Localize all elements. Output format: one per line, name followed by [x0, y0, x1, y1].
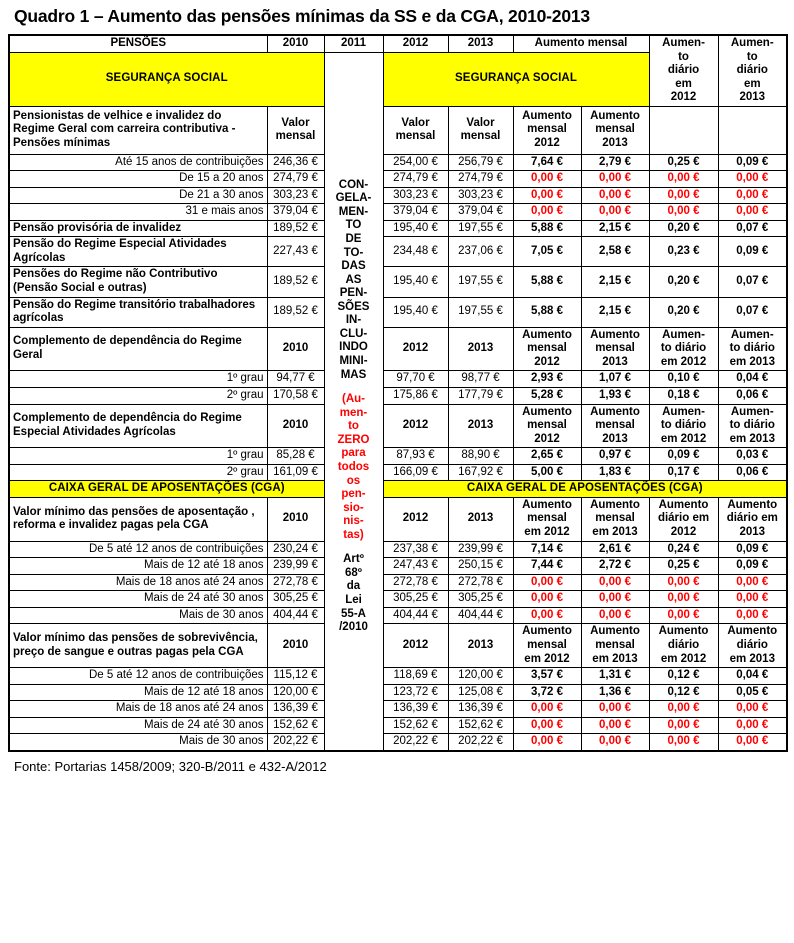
cell-aumento-mensal-2013: 2,58 € [581, 237, 649, 267]
group-sub-am2013-cga-aposentacao: Aumento mensal em 2013 [581, 497, 649, 541]
cell-2013: 305,25 € [448, 591, 513, 608]
cell-2013: 379,04 € [448, 204, 513, 221]
group-header-row [9, 106, 787, 154]
cell-aumento-mensal-2013: 1,36 € [581, 684, 649, 701]
header-aumento-diario-2013: Aumen- to diário em 2013 [718, 35, 787, 106]
group-label-cga-aposentacao: Valor mínimo das pensões de aposentação , reforma e invalidez pagas pela CGA [9, 497, 267, 541]
table-body [9, 35, 787, 751]
cell-2012: 247,43 € [383, 558, 448, 575]
header-2011: 2011 [324, 35, 383, 52]
group-sub-ad2012-cga-sobrevivencia: Aumento diário em 2012 [649, 624, 718, 668]
cell-2012: 303,23 € [383, 187, 448, 204]
band-cga-right: CAIXA GERAL DE APOSENTAÇÕES (CGA) [383, 481, 787, 498]
cell-aumento-mensal-2013: 0,00 € [581, 607, 649, 624]
row-label: Pensões do Regime não Contributivo (Pensão Social e outras) [9, 267, 267, 297]
cell-aumento-diario-2013: 0,07 € [718, 297, 787, 327]
data-row [9, 187, 787, 204]
data-row [9, 668, 787, 685]
cell-aumento-mensal-2012: 0,00 € [513, 591, 581, 608]
group-header-row [9, 404, 787, 448]
row-label: Mais de 12 até 18 anos [9, 684, 267, 701]
cell-aumento-diario-2013: 0,00 € [718, 171, 787, 188]
cell-aumento-mensal-2012: 0,00 € [513, 574, 581, 591]
cell-2010: 379,04 € [267, 204, 324, 221]
group-sub-2010-cga-aposentacao: 2010 [267, 497, 324, 541]
cell-aumento-diario-2013: 0,00 € [718, 187, 787, 204]
header-2012: 2012 [383, 35, 448, 52]
cell-aumento-diario-2012: 0,20 € [649, 220, 718, 237]
cell-aumento-mensal-2012: 0,00 € [513, 204, 581, 221]
cell-2010: 227,43 € [267, 237, 324, 267]
data-row [9, 734, 787, 751]
group-header-row [9, 497, 787, 541]
cell-aumento-mensal-2013: 2,61 € [581, 541, 649, 558]
row-label: Pensão do Regime transitório trabalhadores agrícolas [9, 297, 267, 327]
header-aumento-diario-2012: Aumen- to diário em 2012 [649, 35, 718, 106]
band-seguranca-social-left: SEGURANÇA SOCIAL [9, 52, 324, 106]
cell-aumento-mensal-2012: 0,00 € [513, 701, 581, 718]
row-label: De 21 a 30 anos [9, 187, 267, 204]
cell-aumento-diario-2012: 0,25 € [649, 558, 718, 575]
header-2013: 2013 [448, 35, 513, 52]
data-row [9, 371, 787, 388]
group-sub-2010-cga-sobrevivencia: 2010 [267, 624, 324, 668]
cell-2013: 239,99 € [448, 541, 513, 558]
cell-aumento-diario-2012: 0,24 € [649, 541, 718, 558]
cell-aumento-mensal-2012: 0,00 € [513, 187, 581, 204]
data-row [9, 204, 787, 221]
cell-aumento-diario-2012: 0,00 € [649, 591, 718, 608]
row-label: De 15 a 20 anos [9, 171, 267, 188]
group-sub-2012-complemento-regime-especial: 2012 [383, 404, 448, 448]
cell-2010: 94,77 € [267, 371, 324, 388]
cell-2013: 303,23 € [448, 187, 513, 204]
data-row [9, 464, 787, 481]
cell-2013: 88,90 € [448, 448, 513, 465]
cell-aumento-mensal-2012: 0,00 € [513, 171, 581, 188]
data-row [9, 574, 787, 591]
cell-aumento-diario-2012: 0,12 € [649, 684, 718, 701]
cell-aumento-mensal-2012: 3,72 € [513, 684, 581, 701]
cell-aumento-diario-2012: 0,00 € [649, 701, 718, 718]
cell-aumento-diario-2013: 0,00 € [718, 701, 787, 718]
cell-2013: 274,79 € [448, 171, 513, 188]
cell-2012: 195,40 € [383, 267, 448, 297]
row-label: De 5 até 12 anos de contribuições [9, 541, 267, 558]
cell-2012: 166,09 € [383, 464, 448, 481]
cell-aumento-mensal-2012: 0,00 € [513, 607, 581, 624]
cell-aumento-diario-2013: 0,09 € [718, 541, 787, 558]
group-sub-am2012-complemento-regime-especial: Aumento mensal 2012 [513, 404, 581, 448]
group-sub-ad2012-complemento-regime-especial: Aumen- to diário em 2012 [649, 404, 718, 448]
cell-aumento-mensal-2013: 2,15 € [581, 297, 649, 327]
cell-aumento-mensal-2012: 5,00 € [513, 464, 581, 481]
col-2011-congelamento: CON- GELA- MEN- TO DE TO- DAS AS PEN- SÕES IN- CLU- INDO MINI- MAS (Au- men- to ZERO para todos os pen- sio- nis- tas) Artº 68º da Lei 55-A /2010 [324, 52, 383, 751]
group-sub-ad2013-complemento-regime-geral: Aumen- to diário em 2013 [718, 327, 787, 371]
group-sub-2012-complemento-regime-geral: 2012 [383, 327, 448, 371]
row-label: Mais de 18 anos até 24 anos [9, 574, 267, 591]
cell-aumento-diario-2013: 0,03 € [718, 448, 787, 465]
cell-2012: 202,22 € [383, 734, 448, 751]
cell-aumento-diario-2012: 0,00 € [649, 734, 718, 751]
group-sub-2013-cga-aposentacao: 2013 [448, 497, 513, 541]
group-sub-2012-cga-sobrevivencia: 2012 [383, 624, 448, 668]
cell-aumento-diario-2013: 0,05 € [718, 684, 787, 701]
cell-2010: 274,79 € [267, 171, 324, 188]
cell-aumento-diario-2012: 0,12 € [649, 668, 718, 685]
group-label-cga-sobrevivencia: Valor mínimo das pensões de sobrevivência, preço de sangue e outras pagas pela CGA [9, 624, 267, 668]
cell-aumento-diario-2012: 0,00 € [649, 187, 718, 204]
data-row [9, 717, 787, 734]
data-row [9, 541, 787, 558]
cell-aumento-mensal-2013: 1,93 € [581, 387, 649, 404]
data-row [9, 448, 787, 465]
cell-2012: 123,72 € [383, 684, 448, 701]
row-label: Mais de 12 até 18 anos [9, 558, 267, 575]
cell-aumento-diario-2012: 0,09 € [649, 448, 718, 465]
cell-aumento-diario-2013: 0,09 € [718, 154, 787, 171]
cell-aumento-mensal-2013: 0,00 € [581, 574, 649, 591]
page-title: Quadro 1 – Aumento das pensões mínimas da SS e da CGA, 2010-2013 [14, 6, 590, 26]
row-label: Pensão do Regime Especial Atividades Agrícolas [9, 237, 267, 267]
row-label: Até 15 anos de contribuições [9, 154, 267, 171]
cell-aumento-mensal-2012: 7,05 € [513, 237, 581, 267]
cell-2010: 85,28 € [267, 448, 324, 465]
cell-aumento-mensal-2013: 1,31 € [581, 668, 649, 685]
cell-aumento-mensal-2013: 1,07 € [581, 371, 649, 388]
data-row [9, 297, 787, 327]
group-sub-am2013-complemento-regime-geral: Aumento mensal 2013 [581, 327, 649, 371]
cell-aumento-mensal-2012: 5,88 € [513, 297, 581, 327]
cell-aumento-mensal-2013: 2,79 € [581, 154, 649, 171]
cell-2010: 152,62 € [267, 717, 324, 734]
cell-aumento-diario-2013: 0,07 € [718, 267, 787, 297]
cell-aumento-mensal-2013: 0,00 € [581, 717, 649, 734]
row-label: Mais de 24 até 30 anos [9, 591, 267, 608]
cell-aumento-mensal-2012: 3,57 € [513, 668, 581, 685]
group-sub-ad2012-cga-aposentacao: Aumento diário em 2012 [649, 497, 718, 541]
data-row [9, 171, 787, 188]
group-sub-ad2012-pensionistas-velhice [649, 106, 718, 154]
cell-2013: 404,44 € [448, 607, 513, 624]
cell-aumento-mensal-2013: 2,72 € [581, 558, 649, 575]
group-sub-ad2013-complemento-regime-especial: Aumen- to diário em 2013 [718, 404, 787, 448]
cell-2012: 97,70 € [383, 371, 448, 388]
group-sub-ad2012-complemento-regime-geral: Aumen- to diário em 2012 [649, 327, 718, 371]
cell-aumento-mensal-2012: 2,65 € [513, 448, 581, 465]
cell-2010: 202,22 € [267, 734, 324, 751]
row-label: De 5 até 12 anos de contribuições [9, 668, 267, 685]
group-sub-2013-complemento-regime-geral: 2013 [448, 327, 513, 371]
band-cga-left: CAIXA GERAL DE APOSENTAÇÕES (CGA) [9, 481, 324, 498]
cell-aumento-diario-2012: 0,00 € [649, 171, 718, 188]
cell-aumento-mensal-2012: 5,88 € [513, 220, 581, 237]
band-seguranca-social-right: SEGURANÇA SOCIAL [383, 52, 649, 106]
group-sub-ad2013-cga-sobrevivencia: Aumento diário em 2013 [718, 624, 787, 668]
cell-2012: 272,78 € [383, 574, 448, 591]
row-label: 2º grau [9, 464, 267, 481]
header-aumento-mensal: Aumento mensal [513, 35, 649, 52]
row-label: Mais de 30 anos [9, 734, 267, 751]
group-sub-am2012-pensionistas-velhice: Aumento mensal 2012 [513, 106, 581, 154]
cell-aumento-mensal-2013: 2,15 € [581, 220, 649, 237]
cell-aumento-mensal-2013: 0,00 € [581, 171, 649, 188]
cell-2010: 303,23 € [267, 187, 324, 204]
cell-2012: 274,79 € [383, 171, 448, 188]
cell-aumento-diario-2013: 0,04 € [718, 668, 787, 685]
cell-2010: 305,25 € [267, 591, 324, 608]
cell-2013: 197,55 € [448, 297, 513, 327]
cell-2013: 136,39 € [448, 701, 513, 718]
cell-2012: 136,39 € [383, 701, 448, 718]
cell-aumento-diario-2013: 0,00 € [718, 591, 787, 608]
cell-2012: 237,38 € [383, 541, 448, 558]
cell-2010: 170,58 € [267, 387, 324, 404]
cell-2010: 239,99 € [267, 558, 324, 575]
cell-aumento-mensal-2013: 0,00 € [581, 187, 649, 204]
group-sub-2010-pensionistas-velhice: Valor mensal [267, 106, 324, 154]
row-label: Mais de 30 anos [9, 607, 267, 624]
group-sub-ad2013-cga-aposentacao: Aumento diário em 2013 [718, 497, 787, 541]
group-sub-am2012-cga-aposentacao: Aumento mensal em 2012 [513, 497, 581, 541]
row-label: 1º grau [9, 448, 267, 465]
cell-2012: 152,62 € [383, 717, 448, 734]
row-label: Pensão provisória de invalidez [9, 220, 267, 237]
cell-aumento-diario-2012: 0,25 € [649, 154, 718, 171]
cell-2013: 98,77 € [448, 371, 513, 388]
data-row [9, 237, 787, 267]
cell-aumento-mensal-2012: 7,14 € [513, 541, 581, 558]
cell-2010: 189,52 € [267, 267, 324, 297]
data-row [9, 607, 787, 624]
cell-aumento-mensal-2012: 5,28 € [513, 387, 581, 404]
group-header-row [9, 624, 787, 668]
cell-aumento-diario-2013: 0,00 € [718, 574, 787, 591]
row-label: Mais de 24 até 30 anos [9, 717, 267, 734]
cell-aumento-diario-2013: 0,06 € [718, 387, 787, 404]
cell-aumento-mensal-2013: 1,83 € [581, 464, 649, 481]
cell-2010: 161,09 € [267, 464, 324, 481]
cell-2013: 152,62 € [448, 717, 513, 734]
cell-2012: 195,40 € [383, 220, 448, 237]
cell-aumento-diario-2012: 0,00 € [649, 607, 718, 624]
cell-aumento-mensal-2012: 0,00 € [513, 717, 581, 734]
group-sub-2013-complemento-regime-especial: 2013 [448, 404, 513, 448]
cell-aumento-diario-2013: 0,09 € [718, 558, 787, 575]
cell-aumento-mensal-2013: 0,97 € [581, 448, 649, 465]
cell-2013: 256,79 € [448, 154, 513, 171]
group-header-row [9, 327, 787, 371]
cell-2013: 202,22 € [448, 734, 513, 751]
cell-aumento-diario-2013: 0,00 € [718, 717, 787, 734]
cell-aumento-diario-2013: 0,04 € [718, 371, 787, 388]
data-row [9, 558, 787, 575]
cell-2010: 189,52 € [267, 220, 324, 237]
header-2010: 2010 [267, 35, 324, 52]
cell-aumento-diario-2012: 0,23 € [649, 237, 718, 267]
cell-aumento-diario-2012: 0,17 € [649, 464, 718, 481]
group-sub-am2012-cga-sobrevivencia: Aumento mensal em 2012 [513, 624, 581, 668]
group-sub-2012-cga-aposentacao: 2012 [383, 497, 448, 541]
cell-2013: 197,55 € [448, 220, 513, 237]
cell-aumento-mensal-2013: 2,15 € [581, 267, 649, 297]
group-sub-2010-complemento-regime-especial: 2010 [267, 404, 324, 448]
cell-2010: 115,12 € [267, 668, 324, 685]
group-sub-ad2013-pensionistas-velhice [718, 106, 787, 154]
cell-aumento-mensal-2012: 2,93 € [513, 371, 581, 388]
cell-aumento-mensal-2012: 7,64 € [513, 154, 581, 171]
cell-aumento-diario-2013: 0,09 € [718, 237, 787, 267]
row-label: Mais de 18 anos até 24 anos [9, 701, 267, 718]
cell-aumento-diario-2012: 0,00 € [649, 574, 718, 591]
cell-2013: 237,06 € [448, 237, 513, 267]
cell-2010: 404,44 € [267, 607, 324, 624]
cell-aumento-diario-2013: 0,00 € [718, 204, 787, 221]
group-label-complemento-regime-especial: Complemento de dependência do Regime Especial Atividades Agrícolas [9, 404, 267, 448]
group-sub-am2013-complemento-regime-especial: Aumento mensal 2013 [581, 404, 649, 448]
cell-aumento-mensal-2012: 7,44 € [513, 558, 581, 575]
cell-2013: 272,78 € [448, 574, 513, 591]
cell-aumento-diario-2013: 0,07 € [718, 220, 787, 237]
cell-aumento-mensal-2012: 5,88 € [513, 267, 581, 297]
cell-aumento-diario-2012: 0,20 € [649, 267, 718, 297]
cell-aumento-diario-2012: 0,10 € [649, 371, 718, 388]
group-sub-2010-complemento-regime-geral: 2010 [267, 327, 324, 371]
data-row [9, 591, 787, 608]
data-row [9, 684, 787, 701]
cell-2012: 195,40 € [383, 297, 448, 327]
cell-2012: 234,48 € [383, 237, 448, 267]
cell-aumento-diario-2012: 0,00 € [649, 717, 718, 734]
cell-aumento-diario-2012: 0,00 € [649, 204, 718, 221]
cell-2013: 177,79 € [448, 387, 513, 404]
group-sub-am2013-cga-sobrevivencia: Aumento mensal em 2013 [581, 624, 649, 668]
row-label: 2º grau [9, 387, 267, 404]
cell-aumento-diario-2012: 0,18 € [649, 387, 718, 404]
group-sub-2013-cga-sobrevivencia: 2013 [448, 624, 513, 668]
group-label-pensionistas-velhice: Pensionistas de velhice e invalidez do Regime Geral com carreira contributiva - Pensões mínimas [9, 106, 267, 154]
cell-2010: 136,39 € [267, 701, 324, 718]
cell-aumento-mensal-2013: 0,00 € [581, 591, 649, 608]
cell-2013: 125,08 € [448, 684, 513, 701]
pensions-table [8, 34, 788, 752]
cell-2010: 189,52 € [267, 297, 324, 327]
cell-aumento-mensal-2013: 0,00 € [581, 204, 649, 221]
group-sub-am2013-pensionistas-velhice: Aumento mensal 2013 [581, 106, 649, 154]
data-row [9, 387, 787, 404]
cell-2010: 120,00 € [267, 684, 324, 701]
group-sub-2012-pensionistas-velhice: Valor mensal [383, 106, 448, 154]
cell-2012: 87,93 € [383, 448, 448, 465]
cell-2012: 404,44 € [383, 607, 448, 624]
data-row [9, 220, 787, 237]
cell-aumento-diario-2013: 0,06 € [718, 464, 787, 481]
cell-2010: 246,36 € [267, 154, 324, 171]
row-label: 1º grau [9, 371, 267, 388]
group-sub-2013-pensionistas-velhice: Valor mensal [448, 106, 513, 154]
cell-2012: 254,00 € [383, 154, 448, 171]
cell-2013: 120,00 € [448, 668, 513, 685]
cell-aumento-diario-2012: 0,20 € [649, 297, 718, 327]
group-label-complemento-regime-geral: Complemento de dependência do Regime Geral [9, 327, 267, 371]
cell-2012: 118,69 € [383, 668, 448, 685]
source-note: Fonte: Portarias 1458/2009; 320-B/2011 e 432-A/2012 [14, 758, 327, 774]
header-row [9, 35, 787, 52]
cell-aumento-mensal-2013: 0,00 € [581, 701, 649, 718]
cell-2012: 379,04 € [383, 204, 448, 221]
cell-aumento-mensal-2013: 0,00 € [581, 734, 649, 751]
data-row [9, 267, 787, 297]
cell-2013: 197,55 € [448, 267, 513, 297]
header-pensoes: PENSÕES [9, 35, 267, 52]
cell-aumento-diario-2013: 0,00 € [718, 607, 787, 624]
row-label: 31 e mais anos [9, 204, 267, 221]
cell-2010: 272,78 € [267, 574, 324, 591]
data-row [9, 154, 787, 171]
cell-2010: 230,24 € [267, 541, 324, 558]
cell-2012: 305,25 € [383, 591, 448, 608]
group-sub-am2012-complemento-regime-geral: Aumento mensal 2012 [513, 327, 581, 371]
cell-2013: 167,92 € [448, 464, 513, 481]
band-row-cga [9, 481, 787, 498]
data-row [9, 701, 787, 718]
cell-2012: 175,86 € [383, 387, 448, 404]
cell-aumento-mensal-2012: 0,00 € [513, 734, 581, 751]
cell-aumento-diario-2013: 0,00 € [718, 734, 787, 751]
cell-2013: 250,15 € [448, 558, 513, 575]
